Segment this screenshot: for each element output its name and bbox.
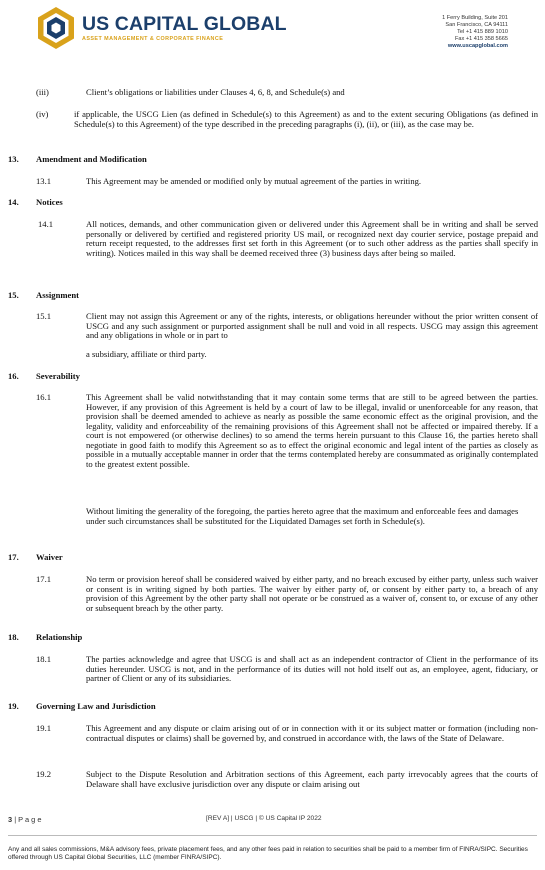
section-heading: Assignment <box>36 290 79 300</box>
page-label: | P a g e <box>14 815 42 824</box>
section-heading: Relationship <box>36 632 83 642</box>
section-heading: Amendment and Modification <box>36 154 147 164</box>
clause-number: 13.1 <box>36 176 52 186</box>
section-number: 15. <box>8 290 19 300</box>
page-number <box>8 815 41 824</box>
clause-text: No term or provision hereof shall be considered waived by either party, and no breach excused by either party, unless such waiver or consent is in writing signed by both parties. The waiver by either party of, or consent by either party to, a breach of any provision of this Agreement by the other party shall not operate or be construed as a waiver of, consent to, or excuse of any other or subsequent breach by the other party. <box>86 574 538 613</box>
section-number: 18. <box>8 632 19 642</box>
section-number: 13. <box>8 154 19 164</box>
company-logo-icon <box>36 6 76 50</box>
website-link[interactable]: www.uscapglobal.com <box>447 43 508 49</box>
clause-text: This Agreement may be amended or modified only by mutual agreement of the parties in writing. <box>86 176 422 186</box>
section-number: 19. <box>8 701 19 711</box>
item-number: (iv) <box>36 109 49 119</box>
clause-text: All notices, demands, and other communication given or delivered under this Agreement shall be in writing and shall be served personally or delivered by certified and registered priority US mail, or recognized next day courier service, postage prepaid and return receipt requested, to the addresses first set forth in this Agreement (or to such other address as the parties shall specify in writing). Notices mailed in this way shall be deemed received three (3) business days after being so mailed. <box>86 219 538 258</box>
clause-number: 18.1 <box>36 654 52 664</box>
brand-tagline: ASSET MANAGEMENT & CORPORATE FINANCE <box>82 36 224 42</box>
footer-disclaimer: Any and all sales commissions, M&A advisory fees, private placement fees, and any other fees paid in relation to securities shall be paid to a member firm of FINRA/SIPC. Securities offered through US Capital Global Securities, LLC (member FINRA/SIPC). <box>8 846 528 861</box>
address-line: San Francisco, CA 94111 <box>445 22 508 28</box>
address-line: Fax +1 415 358 5665 <box>454 36 508 42</box>
section-heading: Governing Law and Jurisdiction <box>36 701 156 711</box>
page-number-value: 3 <box>8 815 13 824</box>
address-line: Tel +1 415 889 1010 <box>457 29 508 35</box>
clause-text: This Agreement shall be valid notwithstanding that it may contain some terms that are still to be agreed between the parties. However, if any provision of this Agreement is held by a court of law to be illegal, invalid or unenforceable for any reason, that provision shall be deemed amended to achieve as nearly as possible the same economic effect as the original provision, and the legality, validity and enforceability of the remaining provisions of this Agreement shall not be affected or impaired thereby. If a court is not empowered (or otherwise declines) to so amend the terms herein pursuant to this Clause 16, the parties hereto shall negotiate in good faith to modify this Agreement so as to effect the original economic and legal intent of the parties as closely as possible in a mutually acceptable manner in order that the terms contemplated hereby are consummated as originally contemplated to the greatest extent possible. <box>86 392 538 469</box>
section-heading: Waiver <box>36 552 63 562</box>
clause-number: 16.1 <box>36 392 52 402</box>
section-heading: Severability <box>36 371 80 381</box>
clause-number: 17.1 <box>36 574 52 584</box>
item-text: Client’s obligations or liabilities under Clauses 4, 6, 8, and Schedule(s) and <box>86 87 345 97</box>
clause-text-continued: Without limiting the generality of the foregoing, the parties hereto agree that the maximum and enforceable fees and damages under such circumstances shall be substituted for the Liquidated Damages set forth in Schedule(s). <box>86 506 519 526</box>
brand-name: US CAPITAL GLOBAL <box>82 13 287 35</box>
clause-text: The parties acknowledge and agree that USCG is and shall act as an independent contractor of Client in the performance of its duties hereunder. USCG is not, and in the performance of its duties will not hold itself out as, an employee, agent, fiduciary, or partner of Client or any of its subsidiaries. <box>86 654 538 684</box>
brand <box>82 14 287 42</box>
footer-divider <box>8 835 537 836</box>
clause-text: Client may not assign this Agreement or any of the rights, interests, or obligations hereunder without the prior written consent of USCG and any such assignment or purported assignment shall be null and void in all respects. USCG may assign this agreement and any obligations in whole or in part to <box>86 311 538 341</box>
document-version: [REV A] | USCG | © US Capital IP 2022 <box>206 815 322 822</box>
section-heading: Notices <box>36 197 63 207</box>
clause-number: 15.1 <box>36 311 52 321</box>
clause-number: 14.1 <box>38 219 54 229</box>
address-line: 1 Ferry Building, Suite 201 <box>442 15 508 21</box>
clause-text-continued: a subsidiary, affiliate or third party. <box>86 349 207 359</box>
item-text: if applicable, the USCG Lien (as defined in Schedule(s) to this Agreement) as and to the extent securing Obligations (as defined in Schedule(s) to this Agreement) of the type described in the preceding paragraphs (i), (ii), or (iii), as the case may be. <box>74 109 538 129</box>
item-number: (iii) <box>36 87 49 97</box>
clause-number: 19.2 <box>36 769 52 779</box>
clause-text: This Agreement and any dispute or claim arising out of or in connection with it or its subject matter or formation (including non-contractual disputes or claims) shall be governed by, and construed in accordance with, the laws of the State of Delaware. <box>86 723 538 743</box>
clause-number: 19.1 <box>36 723 52 733</box>
section-number: 14. <box>8 197 19 207</box>
company-address <box>442 15 508 50</box>
section-number: 17. <box>8 552 19 562</box>
clause-text: Subject to the Dispute Resolution and Arbitration sections of this Agreement, each party irrevocably agrees that the courts of Delaware shall have exclusive jurisdiction over any dispute or claim arising out <box>86 769 538 789</box>
section-number: 16. <box>8 371 19 381</box>
